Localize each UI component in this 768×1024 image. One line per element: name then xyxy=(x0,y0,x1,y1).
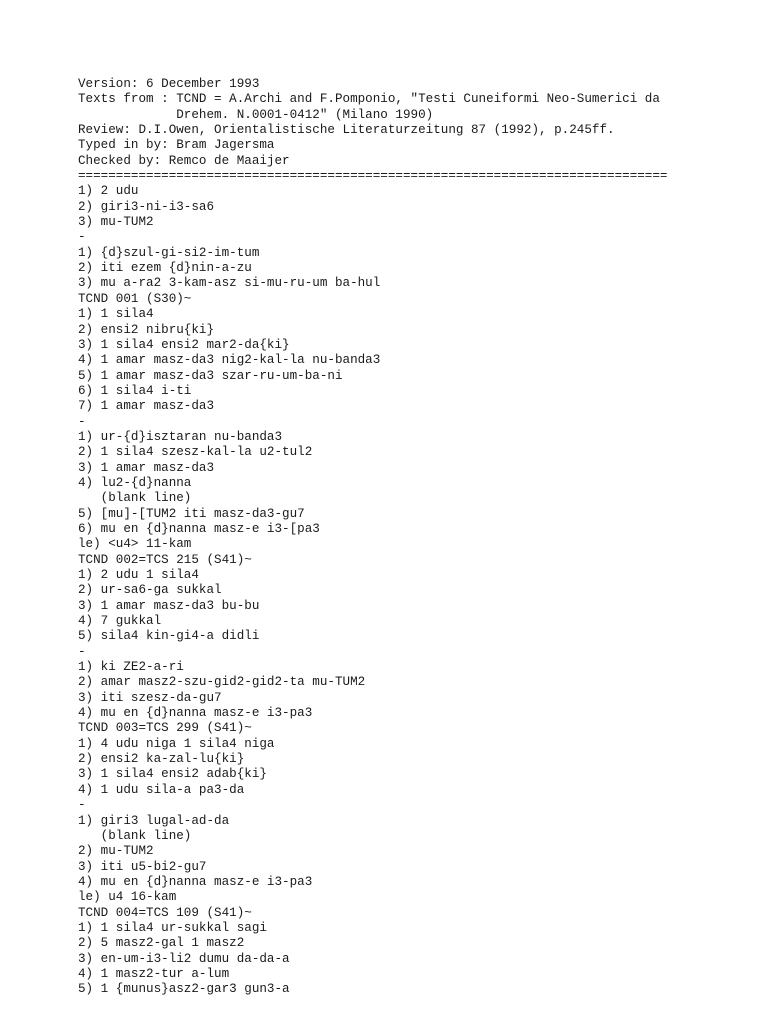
text-line: le) <u4> 11-kam xyxy=(78,537,192,552)
text-line: TCND 002=TCS 215 (S41)~ xyxy=(78,552,252,567)
text-line: 2) 5 masz2-gal 1 masz2 xyxy=(78,936,245,951)
text-line: 1) {d}szul-gi-si2-im-tum xyxy=(78,245,260,260)
text-line: 4) mu en {d}nanna masz-e i3-pa3 xyxy=(78,706,313,721)
text-line: 5) sila4 kin-gi4-a didli xyxy=(78,629,260,644)
text-line: 5) 1 amar masz-da3 szar-ru-um-ba-ni xyxy=(78,368,343,383)
text-line: 5) 1 {munus}asz2-gar3 gun3-a xyxy=(78,982,290,997)
text-line: 6) mu en {d}nanna masz-e i3-[pa3 xyxy=(78,521,320,536)
text-line: - xyxy=(78,644,86,659)
text-line: 3) 1 sila4 ensi2 mar2-da{ki} xyxy=(78,337,290,352)
text-line: - xyxy=(78,798,86,813)
text-line: Drehem. N.0001-0412" (Milano 1990) xyxy=(78,107,434,122)
text-line: 3) iti u5-bi2-gu7 xyxy=(78,859,207,874)
text-line: 4) 7 gukkal xyxy=(78,614,162,629)
text-line: (blank line) xyxy=(78,491,192,506)
text-line: 3) 1 amar masz-da3 bu-bu xyxy=(78,598,260,613)
text-line: 3) mu-TUM2 xyxy=(78,215,154,230)
document-text xyxy=(78,77,678,998)
text-line: 1) 2 udu 1 sila4 xyxy=(78,568,199,582)
text-line: 4) 1 udu sila-a pa3-da xyxy=(78,782,245,797)
text-line: 4) 1 masz2-tur a-lum xyxy=(78,966,230,981)
text-line: 2) ensi2 nibru{ki} xyxy=(78,322,215,337)
text-line: 3) iti szesz-da-gu7 xyxy=(78,690,222,705)
text-line: TCND 003=TCS 299 (S41)~ xyxy=(78,721,252,736)
text-line: 1) 2 udu xyxy=(78,184,139,199)
text-line: 1) giri3 lugal-ad-da xyxy=(78,813,230,828)
text-line: 1) 1 sila4 xyxy=(78,307,154,322)
text-line: Checked by: Remco de Maaijer xyxy=(78,153,290,168)
text-line: 2) mu-TUM2 xyxy=(78,844,154,859)
text-line: 1) 4 udu niga 1 sila4 niga xyxy=(78,736,275,751)
text-line: 2) ur-sa6-ga sukkal xyxy=(78,583,222,598)
text-line: Review: D.I.Owen, Orientalistische Literaturzeitung 87 (1992), p.245ff. xyxy=(78,123,615,138)
text-line: (blank line) xyxy=(78,828,192,843)
text-line: 2) ensi2 ka-zal-lu{ki} xyxy=(78,752,245,767)
text-line: 3) 1 amar masz-da3 xyxy=(78,460,215,475)
text-line: TCND 004=TCS 109 (S41)~ xyxy=(78,905,252,920)
text-line: Texts from : TCND = A.Archi and F.Pomponio, "Testi Cuneiformi Neo-Sumerici da xyxy=(78,92,660,107)
text-line: 5) [mu]-[TUM2 iti masz-da3-gu7 xyxy=(78,506,305,521)
text-line: 2) iti ezem {d}nin-a-zu xyxy=(78,261,252,276)
text-line: 4) lu2-{d}nanna xyxy=(78,475,192,490)
text-line: 4) mu en {d}nanna masz-e i3-pa3 xyxy=(78,874,313,889)
text-line: ============================================================================== xyxy=(78,169,668,184)
text-line: 2) giri3-ni-i3-sa6 xyxy=(78,199,215,214)
text-line: 3) mu a-ra2 3-kam-asz si-mu-ru-um ba-hul xyxy=(78,276,381,291)
text-line: TCND 001 (S30)~ xyxy=(78,291,192,306)
text-line: 2) amar masz2-szu-gid2-gid2-ta mu-TUM2 xyxy=(78,675,366,690)
text-line: Typed in by: Bram Jagersma xyxy=(78,138,275,153)
text-line: le) u4 16-kam xyxy=(78,890,177,905)
text-line: - xyxy=(78,230,86,245)
text-line: 2) 1 sila4 szesz-kal-la u2-tul2 xyxy=(78,445,313,460)
text-line: 6) 1 sila4 i-ti xyxy=(78,383,192,398)
text-line: 4) 1 amar masz-da3 nig2-kal-la nu-banda3 xyxy=(78,353,381,368)
text-line: 1) ki ZE2-a-ri xyxy=(78,660,184,675)
text-line: 3) en-um-i3-li2 dumu da-da-a xyxy=(78,951,290,966)
text-line: 7) 1 amar masz-da3 xyxy=(78,399,215,414)
text-line: 3) 1 sila4 ensi2 adab{ki} xyxy=(78,767,267,782)
text-line: 1) ur-{d}isztaran nu-banda3 xyxy=(78,429,283,444)
text-line: 1) 1 sila4 ur-sukkal sagi xyxy=(78,920,267,935)
text-line: Version: 6 December 1993 xyxy=(78,77,260,91)
text-line: - xyxy=(78,414,86,429)
